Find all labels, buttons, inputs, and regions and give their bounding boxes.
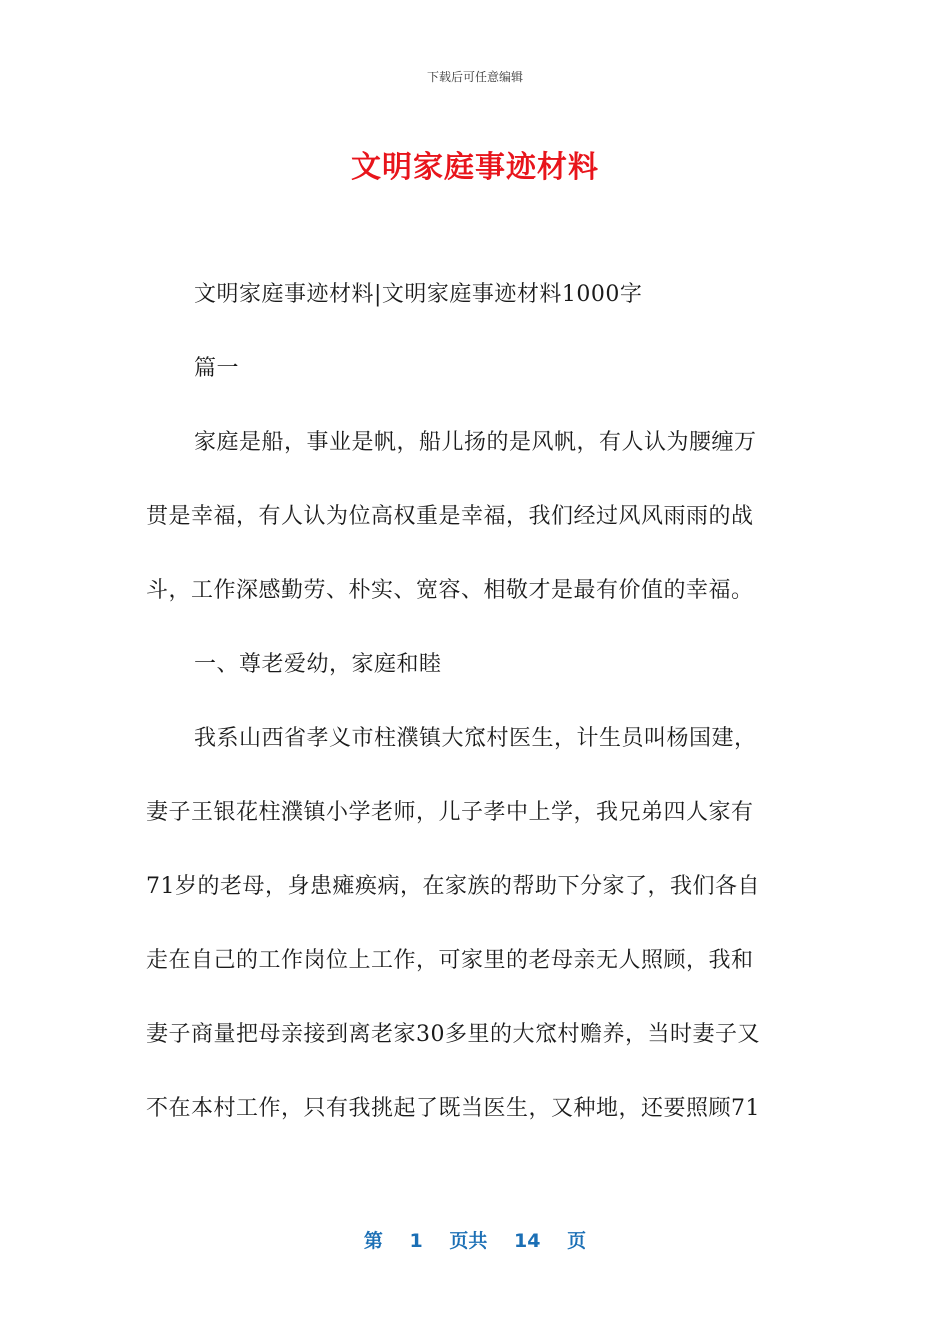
footer-suffix: 页 bbox=[567, 1230, 587, 1252]
paragraph-line: 走在自己的工作岗位上工作，可家里的老母亲无人照顾，我和 bbox=[146, 948, 754, 973]
document-body bbox=[146, 276, 804, 1164]
paragraph-line: 我系山西省孝义市柱濮镇大窊村医生，计生员叫杨国建， bbox=[194, 726, 757, 751]
document-title: 文明家庭事迹材料 bbox=[351, 150, 599, 185]
paragraph-line: 家庭是船，事业是帆，船儿扬的是风帆，有人认为腰缠万 bbox=[194, 430, 757, 455]
paragraph-line: 71岁的老母，身患瘫痪病，在家族的帮助下分家了，我们各自 bbox=[146, 874, 760, 899]
page-number: 1 bbox=[409, 1230, 423, 1252]
page-footer bbox=[0, 1226, 950, 1253]
paragraph-line: 斗，工作深感勤劳、朴实、宽容、相敬才是最有价值的幸福。 bbox=[146, 578, 754, 603]
paragraph-line: 妻子商量把母亲接到离老家30多里的大窊村赡养，当时妻子又 bbox=[146, 1022, 760, 1047]
header-note: 下载后可任意编辑 bbox=[426, 70, 523, 84]
paragraph-line: 一、尊老爱幼，家庭和睦 bbox=[194, 652, 442, 677]
paragraph-line: 篇一 bbox=[194, 356, 240, 381]
paragraph-line: 不在本村工作，只有我挑起了既当医生，又种地，还要照顾71 bbox=[146, 1096, 760, 1121]
paragraph-line: 贯是幸福，有人认为位高权重是幸福，我们经过风风雨雨的战 bbox=[146, 504, 754, 529]
footer-middle: 页共 bbox=[449, 1230, 488, 1252]
page-total: 14 bbox=[514, 1230, 541, 1252]
paragraph-line: 妻子王银花柱濮镇小学老师，儿子孝中上学，我兄弟四人家有 bbox=[146, 800, 754, 825]
paragraph-line: 文明家庭事迹材料|文明家庭事迹材料1000字 bbox=[194, 282, 643, 307]
footer-prefix: 第 bbox=[363, 1230, 383, 1252]
